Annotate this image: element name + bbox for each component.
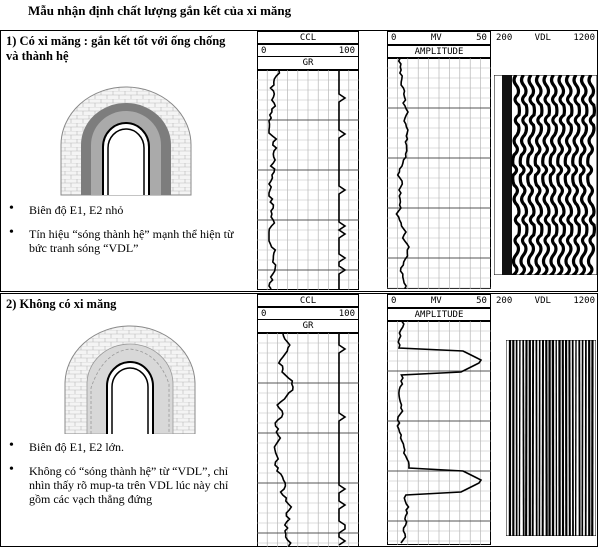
- cement-bond-sketch-good: [59, 83, 194, 201]
- casing-inner-wall: [112, 368, 148, 434]
- amplitude-track: [387, 31, 491, 289]
- ccl-label: CCL: [299, 32, 317, 43]
- vdl-band: [502, 75, 512, 275]
- amplitude-curve-grid: [387, 58, 491, 289]
- vdl-waveform-image: [506, 340, 596, 536]
- gr-label: GR: [302, 58, 314, 68]
- case-bullets: [7, 203, 247, 265]
- amplitude-track: [387, 294, 491, 545]
- case-heading: 1) Có xi măng : gắn kết tốt với ống chống và thành hệ: [6, 34, 226, 63]
- bullet-item: • Không có “sóng thành hệ” từ “VDL”, chỉ nhìn thấy rõ mup-ta trên VDL lúc này chỉ gồm các vạch thẳng đứng: [7, 464, 247, 506]
- amplitude-curve-grid: [387, 321, 491, 545]
- cement-bond-sketch-none: [63, 322, 198, 434]
- vdl-track: [494, 31, 597, 275]
- scale-min: 0: [261, 308, 267, 319]
- mv-label: MV: [430, 296, 442, 306]
- figure-title: Mẫu nhận định chất lượng gắn kết của xi măng: [28, 3, 292, 18]
- vdl-label: VDL: [534, 33, 551, 43]
- ccl-gr-track: [257, 31, 359, 290]
- scale-max: 50: [476, 33, 487, 43]
- scale-min: 200: [496, 296, 513, 306]
- bullet-item: • Biên độ E1, E2 nhỏ: [7, 203, 247, 217]
- case-bullets: [7, 440, 247, 516]
- case-heading: 2) Không có xi măng: [6, 297, 117, 311]
- amplitude-label: AMPLITUDE: [414, 309, 464, 320]
- scale-min: 200: [496, 33, 513, 43]
- case-panel-uncemented: [0, 293, 598, 547]
- ccl-gr-curve-grid: [257, 70, 359, 290]
- mv-label: MV: [430, 33, 442, 43]
- scale-max: 100: [338, 45, 355, 56]
- ccl-label: CCL: [299, 295, 317, 306]
- ccl-gr-track: [257, 294, 359, 547]
- vdl-track: [494, 294, 597, 536]
- bullet-item: • Tín hiệu “sóng thành hệ” mạnh thể hiện từ bức tranh sóng “VDL”: [7, 227, 247, 255]
- bullet-item: • Biên độ E1, E2 lớn.: [7, 440, 247, 454]
- scale-min: 0: [391, 33, 397, 43]
- scale-max: 1200: [573, 33, 595, 43]
- scale-max: 50: [476, 296, 487, 306]
- vdl-waveform-image: [494, 75, 597, 275]
- scale-max: 100: [338, 308, 355, 319]
- scale-min: 0: [391, 296, 397, 306]
- amplitude-label: AMPLITUDE: [414, 46, 464, 57]
- scale-max: 1200: [573, 296, 595, 306]
- gr-label: GR: [302, 321, 314, 331]
- vdl-label: VDL: [534, 296, 551, 306]
- casing-inner-wall: [108, 129, 144, 195]
- scale-min: 0: [261, 45, 267, 56]
- case-panel-cemented: [0, 30, 598, 292]
- ccl-gr-curve-grid: [257, 333, 359, 547]
